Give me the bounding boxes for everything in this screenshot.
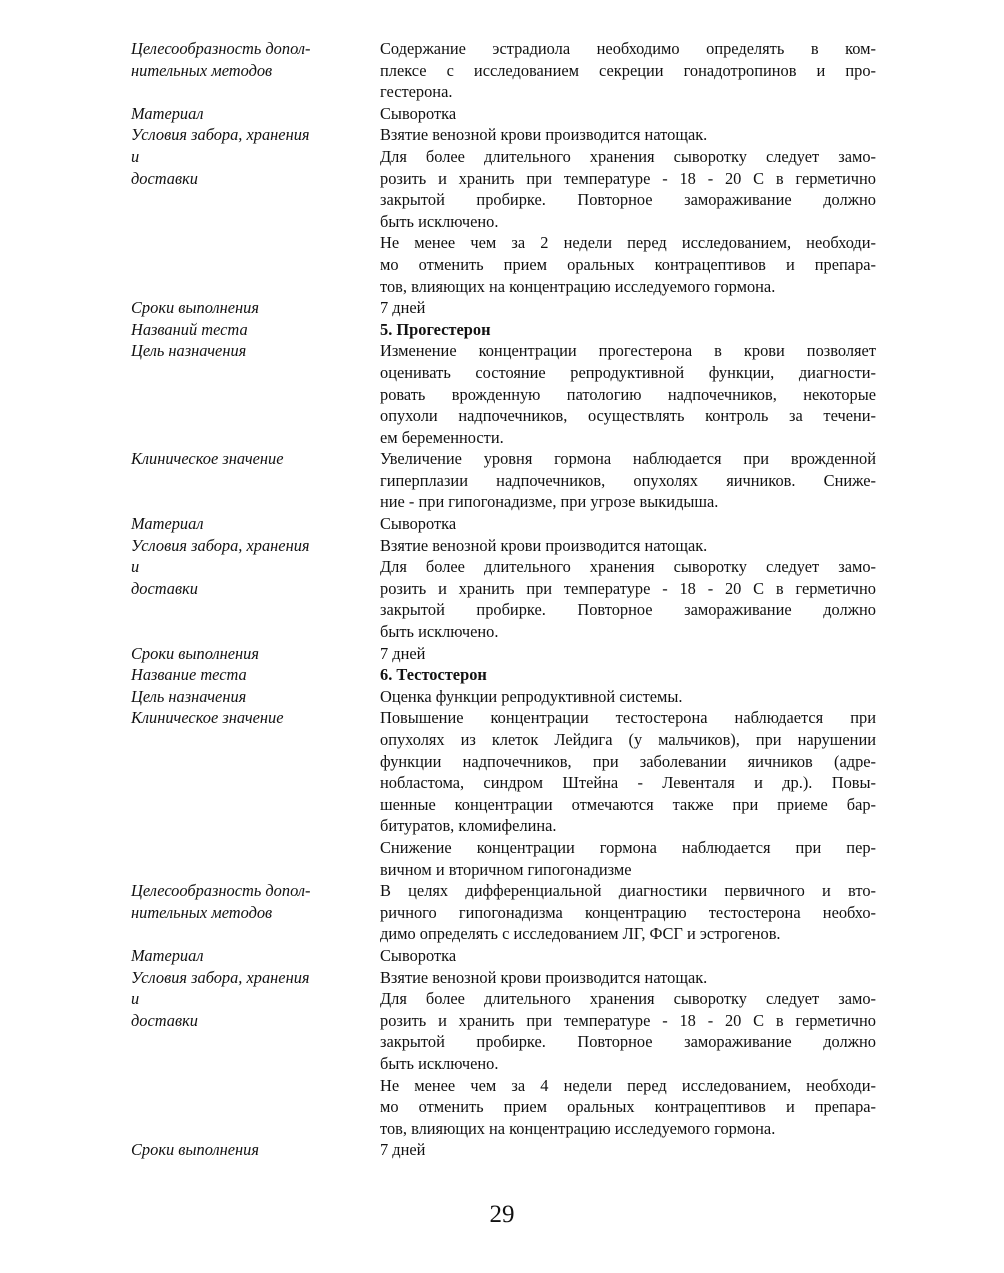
text-line: Взятие венозной крови производится натощак. <box>380 125 708 145</box>
field-content <box>380 1139 876 1161</box>
field-label: Клиническое значение <box>131 449 284 469</box>
field-content <box>380 535 876 643</box>
field-content <box>380 643 876 665</box>
text-line: шенные концентрации отмечаются также при приеме бар- <box>380 794 876 814</box>
paragraph <box>380 707 876 837</box>
text-line: Содержание эстрадиола необходимо определять в ком- <box>380 39 876 58</box>
paragraph <box>380 232 876 297</box>
field-label: Условия забора, хранения и доставки <box>131 125 310 188</box>
field-label: Название теста <box>131 665 247 685</box>
text-line: Не менее чем за 4 недели перед исследованием, необходи- <box>380 1075 876 1095</box>
field-label: Сроки выполнения <box>131 643 259 663</box>
paragraph <box>380 448 876 513</box>
text-line: Сыворотка <box>380 945 457 965</box>
text-line: битуратов, кломифелина. <box>380 816 557 836</box>
paragraph <box>380 535 876 557</box>
paragraph <box>380 146 876 232</box>
text-line: гестерона. <box>380 82 453 102</box>
text-line: Не менее чем за 2 недели перед исследованием, необходи- <box>380 233 876 253</box>
entry-row <box>131 1139 876 1161</box>
text-line: быть исключено. <box>380 211 499 231</box>
text-line: В целях дифференциальной диагностики первичного и вто- <box>380 881 876 901</box>
field-label: Цель назначения <box>131 686 247 706</box>
text-line: Снижение концентрации гормона наблюдается при пер- <box>380 837 876 857</box>
paragraph <box>380 686 876 708</box>
field-label: Клиническое значение <box>131 708 284 728</box>
field-label: Условия забора, хранения и доставки <box>131 967 310 1030</box>
entry-row <box>131 297 876 319</box>
entry-row <box>131 643 876 665</box>
entry-row <box>131 319 876 341</box>
text-line: 7 дней <box>380 1140 426 1160</box>
field-content <box>380 448 876 513</box>
text-line: Взятие венозной крови производится натощак. <box>380 967 708 987</box>
text-line: Изменение концентрации прогестерона в крови позволяет <box>380 341 876 361</box>
field-content <box>380 103 876 125</box>
text-line: ние - при гипогонадизме, при угрозе выкидыша. <box>380 492 719 512</box>
text-line: вичном и вторичном гипогонадизме <box>380 859 632 879</box>
text-line: закрытой пробирке. Повторное замораживание должно <box>380 1032 876 1052</box>
field-label: Сроки выполнения <box>131 1140 259 1160</box>
text-line: розить и хранить при температуре - 18 - 20 С в герметично <box>380 168 876 188</box>
page-number: 29 <box>489 1201 515 1228</box>
entry-row <box>131 513 876 535</box>
entry-row <box>131 38 876 103</box>
entry-row <box>131 945 876 967</box>
entry-row <box>131 124 876 297</box>
paragraph <box>380 340 876 448</box>
text-line: мо отменить прием оральных контрацептивов и препара- <box>380 1097 876 1117</box>
field-content <box>380 340 876 448</box>
paragraph <box>380 1075 876 1140</box>
entry-row <box>131 880 876 945</box>
text-line: Для более длительного хранения сыворотку следует замо- <box>380 146 876 166</box>
text-line: опухоли надпочечников, осуществлять контроль за течени- <box>380 406 876 426</box>
field-content <box>380 945 876 967</box>
text-line: Сыворотка <box>380 103 457 123</box>
text-line: закрытой пробирке. Повторное замораживание должно <box>380 600 876 620</box>
paragraph <box>380 38 876 103</box>
text-line: быть исключено. <box>380 622 499 642</box>
paragraph <box>380 513 876 535</box>
text-line: закрытой пробирке. Повторное замораживание должно <box>380 190 876 210</box>
paragraph <box>380 124 876 146</box>
paragraph <box>380 837 876 880</box>
field-label: Названий теста <box>131 319 248 339</box>
text-line: 6. Тестостерон <box>380 665 487 685</box>
text-line: функции надпочечников, при заболевании яичников (адре- <box>380 751 876 771</box>
test-title <box>380 664 876 686</box>
text-line: димо определять с исследованием ЛГ, ФСГ и эстрогенов. <box>380 924 781 944</box>
text-line: оценивать состояние репродуктивной функции, диагности- <box>380 362 876 382</box>
paragraph <box>380 297 876 319</box>
entry-row <box>131 664 876 686</box>
entry-row <box>131 707 876 880</box>
paragraph <box>380 945 876 967</box>
field-label: Материал <box>131 103 204 123</box>
text-line: быть исключено. <box>380 1053 499 1073</box>
text-line: 5. Прогестерон <box>380 319 491 339</box>
paragraph <box>380 1139 876 1161</box>
entry-row <box>131 448 876 513</box>
text-line: ем беременности. <box>380 427 504 447</box>
field-content <box>380 297 876 319</box>
text-line: Для более длительного хранения сыворотку следует замо- <box>380 989 876 1009</box>
field-label: Целесообразность допол- нительных методов <box>131 39 311 80</box>
text-line: ричного гипогонадизма концентрацию тестостерона необхо- <box>380 902 876 922</box>
paragraph <box>380 967 876 989</box>
text-line: тов, влияющих на концентрацию исследуемого гормона. <box>380 1118 776 1138</box>
entry-row <box>131 103 876 125</box>
field-content <box>380 880 876 945</box>
field-content <box>380 38 876 103</box>
text-line: плексе с исследованием секреции гонадотропинов и про- <box>380 60 876 80</box>
text-line: Оценка функции репродуктивной системы. <box>380 686 683 706</box>
field-label: Материал <box>131 514 204 534</box>
text-line: мо отменить прием оральных контрацептивов и препара- <box>380 254 876 274</box>
paragraph <box>380 988 876 1074</box>
text-line: опухолях из клеток Лейдига (у мальчиков), при нарушении <box>380 730 876 749</box>
text-line: розить и хранить при температуре - 18 - 20 С в герметично <box>380 1010 876 1030</box>
field-content <box>380 664 876 686</box>
field-label: Целесообразность допол- нительных методов <box>131 881 311 922</box>
text-line: тов, влияющих на концентрацию исследуемого гормона. <box>380 276 776 296</box>
text-line: нобластома, синдром Штейна - Левенталя и др.). Повы- <box>380 773 876 793</box>
paragraph <box>380 103 876 125</box>
field-content <box>380 967 876 1140</box>
field-content <box>380 513 876 535</box>
text-line: 7 дней <box>380 643 426 663</box>
test-title <box>380 319 876 341</box>
text-line: Сыворотка <box>380 514 457 534</box>
paragraph <box>380 643 876 665</box>
field-label: Цель назначения <box>131 341 247 361</box>
field-content <box>380 124 876 297</box>
text-line: розить и хранить при температуре - 18 - 20 С в герметично <box>380 578 876 598</box>
entry-row <box>131 967 876 1140</box>
entry-row <box>131 340 876 448</box>
text-line: Для более длительного хранения сыворотку следует замо- <box>380 557 876 577</box>
field-content <box>380 319 876 341</box>
text-line: Повышение концентрации тестостерона наблюдается при <box>380 708 876 728</box>
text-line: 7 дней <box>380 298 426 318</box>
paragraph <box>380 556 876 642</box>
text-line: Взятие венозной крови производится натощак. <box>380 535 708 555</box>
field-content <box>380 686 876 708</box>
text-line: гиперплазии надпочечников, опухолях яичников. Сниже- <box>380 470 876 490</box>
field-content <box>380 707 876 880</box>
field-label: Материал <box>131 945 204 965</box>
entry-row <box>131 686 876 708</box>
document-page <box>131 38 876 1161</box>
entry-row <box>131 535 876 643</box>
paragraph <box>380 880 876 945</box>
field-label: Сроки выполнения <box>131 298 259 318</box>
text-line: Увеличение уровня гормона наблюдается при врожденной <box>380 449 876 469</box>
text-line: ровать врожденную патологию надпочечников, некоторые <box>380 384 876 404</box>
field-label: Условия забора, хранения и доставки <box>131 535 310 598</box>
